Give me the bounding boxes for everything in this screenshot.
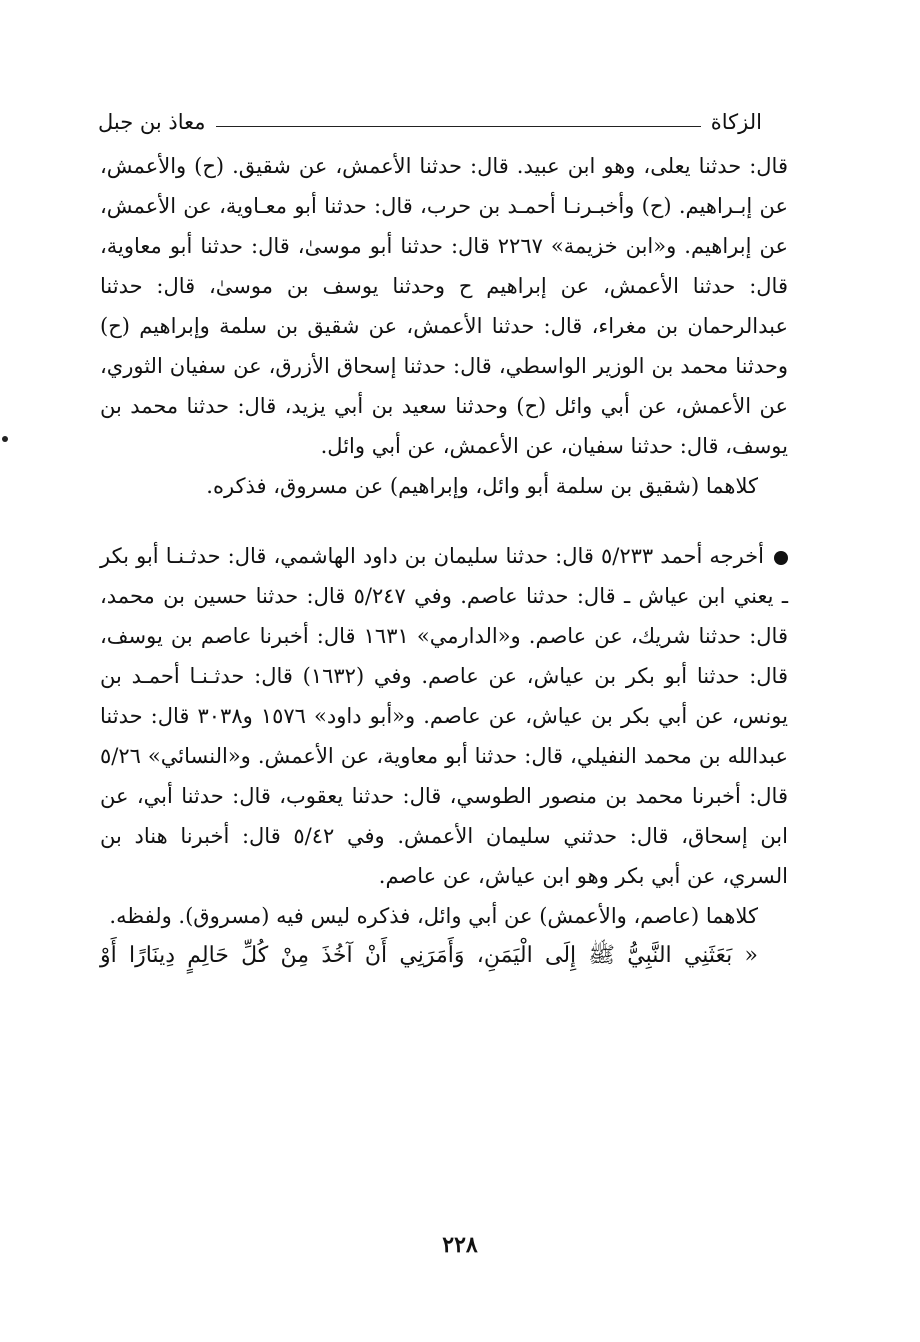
chapter-title: الزكاة — [710, 110, 762, 134]
running-header — [98, 105, 762, 139]
isnad-paragraph-2 — [100, 536, 788, 896]
hadith-text: « بَعَثَنِي النَّبِيُّ ﷺ إِلَى الْيَمَنِ، وَأَمَرَنِي أَنْ آخُذَ مِنْ كُلِّ حَالِمٍ دِينَارًا أَوْ — [100, 943, 758, 968]
bullet-icon — [774, 551, 788, 565]
header-rule — [216, 126, 701, 127]
summary-1: كلاهما (شقيق بن سلمة أبو وائل، وإبراهيم) عن مسروق، فذكره. — [206, 474, 758, 498]
companion-name: معاذ بن جبل — [98, 110, 206, 134]
margin-dot — [2, 436, 8, 442]
page-number: ٢٢٨ — [442, 1232, 478, 1258]
section-gap — [100, 506, 788, 536]
isnad-paragraph-1: قال: حدثنا يعلى، وهو ابن عبيد. قال: حدثنا الأعمش، عن شقيق. (ح) والأعمش، عن إبـراهيم. (ح) وأخبـرنـا أحمـد بن حرب، قال: حدثنا أبو معـاوية، عن الأعمش، عن إبراهيم. و«ابن خزيمة» ٢٢٦٧ قال: حدثنا أبو موسىٰ، قال: حدثنا أبو معاوية، قال: حدثنا الأعمش، عن إبراهيم ح وحدثنا يوسف بن موسىٰ، قال: حدثنا عبدالرحمان بن مغراء، قال: حدثنا الأعمش، عن شقيق بن سلمة وإبراهيم (ح) وحدثنا محمد بن الوزير الواسطي، قال: حدثنا إسحاق الأزرق، عن سفيان الثوري، عن الأعمش، عن أبي وائل (ح) وحدثنا سعيد بن أبي يزيد، قال: حدثنا محمد بن يوسف، قال: حدثنا سفيان، عن الأعمش، عن أبي وائل. — [100, 154, 788, 458]
summary-2: كلاهما (عاصم، والأعمش) عن أبي وائل، فذكره ليس فيه (مسروق). ولفظه. — [109, 904, 758, 928]
page-body — [100, 146, 788, 976]
isnad-paragraph-2-text: أخرجه أحمد ٥/٢٣٣ قال: حدثنا سليمان بن داود الهاشمي، قال: حدثـنـا أبو بكر ـ يعني ابن عياش ـ قال: حدثنا عاصم. وفي ٥/٢٤٧ قال: حدثنا حسين بن محمد، قال: حدثنا شريك، عن عاصم. و«الدارمي» ١٦٣١ قال: أخبرنا عاصم بن يوسف، قال: حدثنا أبو بكر بن عياش، عن عاصم. وفي (١٦٣٢) قال: حدثـنـا أحمـد بن يونس، عن أبي بكر بن عياش، عن عاصم. و«أبو داود» ١٥٧٦ و٣٠٣٨ قال: حدثنا عبدالله بن محمد النفيلي، قال: حدثنا أبو معاوية، عن الأعمش. و«النسائي» ٥/٢٦ قال: أخبرنا محمد بن منصور الطوسي، قال: حدثنا يعقوب، قال: حدثنا أبي، عن ابن إسحاق، قال: حدثني سليمان الأعمش. وفي ٥/٤٢ قال: أخبرنا هناد بن السري، عن أبي بكر وهو ابن عياش، عن عاصم. — [100, 544, 788, 888]
